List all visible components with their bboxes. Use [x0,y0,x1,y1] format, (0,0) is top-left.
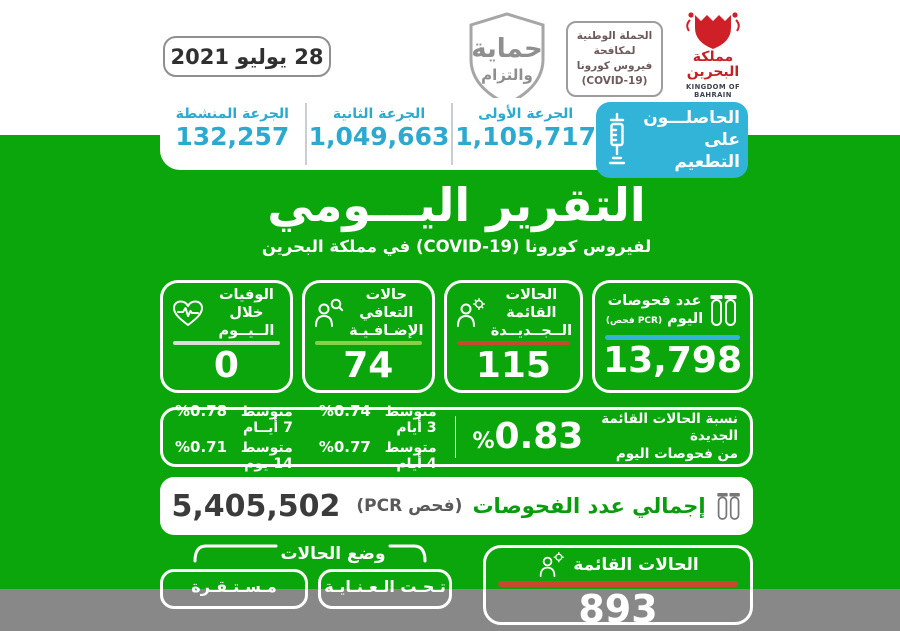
card-header [171,286,282,340]
person-virus-icon [455,298,485,328]
card-label: عدد فحوصات اليوم (فحص PCR) [605,292,704,327]
shield-logo [461,10,553,110]
dose-label: الجرعة المنشطة [175,106,289,122]
card-header [603,290,742,330]
card-value: 13,798 [603,340,742,381]
total-tests-value: 5,405,502 [171,488,341,524]
person-recovered-icon [313,298,343,328]
test-tubes-icon [709,292,739,328]
dose-first [451,103,598,165]
active-cases-header [486,552,750,578]
stat-cards-row [160,280,753,393]
active-cases-label: الحالات القائمة [573,555,699,575]
campaign-line: لمكافحة [593,44,636,57]
person-virus-icon [537,552,565,578]
status-box-under-care: تـحـت الـعـنـايـة [318,569,452,609]
status-box-stable: مـسـتـقـرة [160,569,308,609]
shield-logo-icon [461,10,553,110]
percent-sign: % [472,429,495,454]
emblem-arabic-name: مملكة البحرين [686,49,740,81]
dose-value: 1,105,717 [455,122,597,151]
bahrain-emblem-icon [681,6,745,52]
vaccinated-banner [596,102,748,178]
average-4day: متوسط 4 أيام %0.77 [318,438,437,472]
dose-value: 1,049,663 [308,122,450,151]
card-label: الوفيات خلال الــيــوم [218,286,275,340]
emblem-english-name: KINGDOM OF BAHRAIN [685,82,741,99]
averages-grid [175,402,437,472]
card-label: الحالات القائمة الــجــديــدة [490,286,573,340]
syringe-icon [604,111,630,169]
heart-pulse-icon [171,298,205,328]
average-7day: متوسط 7 أيــام %0.78 [175,402,293,436]
active-cases-value: 893 [578,587,658,631]
report-title-block [160,176,753,256]
report-date: 28 يوليو 2021 [170,44,324,69]
dose-value: 132,257 [175,122,290,151]
dose-label: الجرعة الأولى [478,106,574,122]
total-tests-label: إجمالي عدد الفحوصات [472,494,706,518]
test-tubes-gray-icon [716,490,742,522]
svg-text:والتزام: والتزام [481,66,533,84]
card-recoveries [302,280,435,393]
positivity-label: نسبة الحالات القائمة الجديدة من فحوصات اليوم [601,410,738,462]
campaign-box [566,21,663,97]
card-deaths [160,280,293,393]
report-subtitle: لفيروس كورونا (COVID-19) في مملكة البحرين [261,236,652,256]
case-status-header [160,542,460,566]
total-tests-label-small: (فحص PCR) [356,496,463,516]
card-header [455,286,573,340]
left-bracket-line [190,542,276,566]
dose-booster [160,103,305,165]
positivity-value: % 0.83 [472,416,584,457]
card-label: حالات التعافي الإضـافـيـة [349,286,424,340]
svg-text:حماية: حماية [471,34,543,64]
campaign-line: الحملة الوطنية [576,29,653,42]
card-header [313,286,424,340]
card-new-cases [444,280,583,393]
card-value: 74 [343,345,394,387]
card-value: 0 [213,345,239,387]
card-value: 115 [475,345,551,387]
divider [455,416,457,458]
campaign-line: (COVID-19) [581,75,648,88]
dose-columns [160,103,598,165]
dose-second [305,103,452,165]
average-14day: متوسط 14 يوم %0.71 [175,438,293,472]
campaign-line: فيروس كورونا [576,60,653,72]
total-tests-band [160,477,753,535]
active-cases-card [483,545,753,631]
bahrain-emblem [666,6,760,99]
date-badge [163,36,331,77]
positivity-band [160,402,753,472]
case-status-title: وضع الحالات [280,544,386,564]
right-bracket-line [390,542,430,566]
vaccinated-banner-label: الحاصلـــون على التطعيم [643,107,740,173]
report-title: التقرير اليـــومي [267,178,646,232]
card-tests-today [592,280,753,393]
dose-label: الجرعة الثانية [332,106,426,122]
average-3day: متوسط 3 أيام %0.74 [318,402,437,436]
